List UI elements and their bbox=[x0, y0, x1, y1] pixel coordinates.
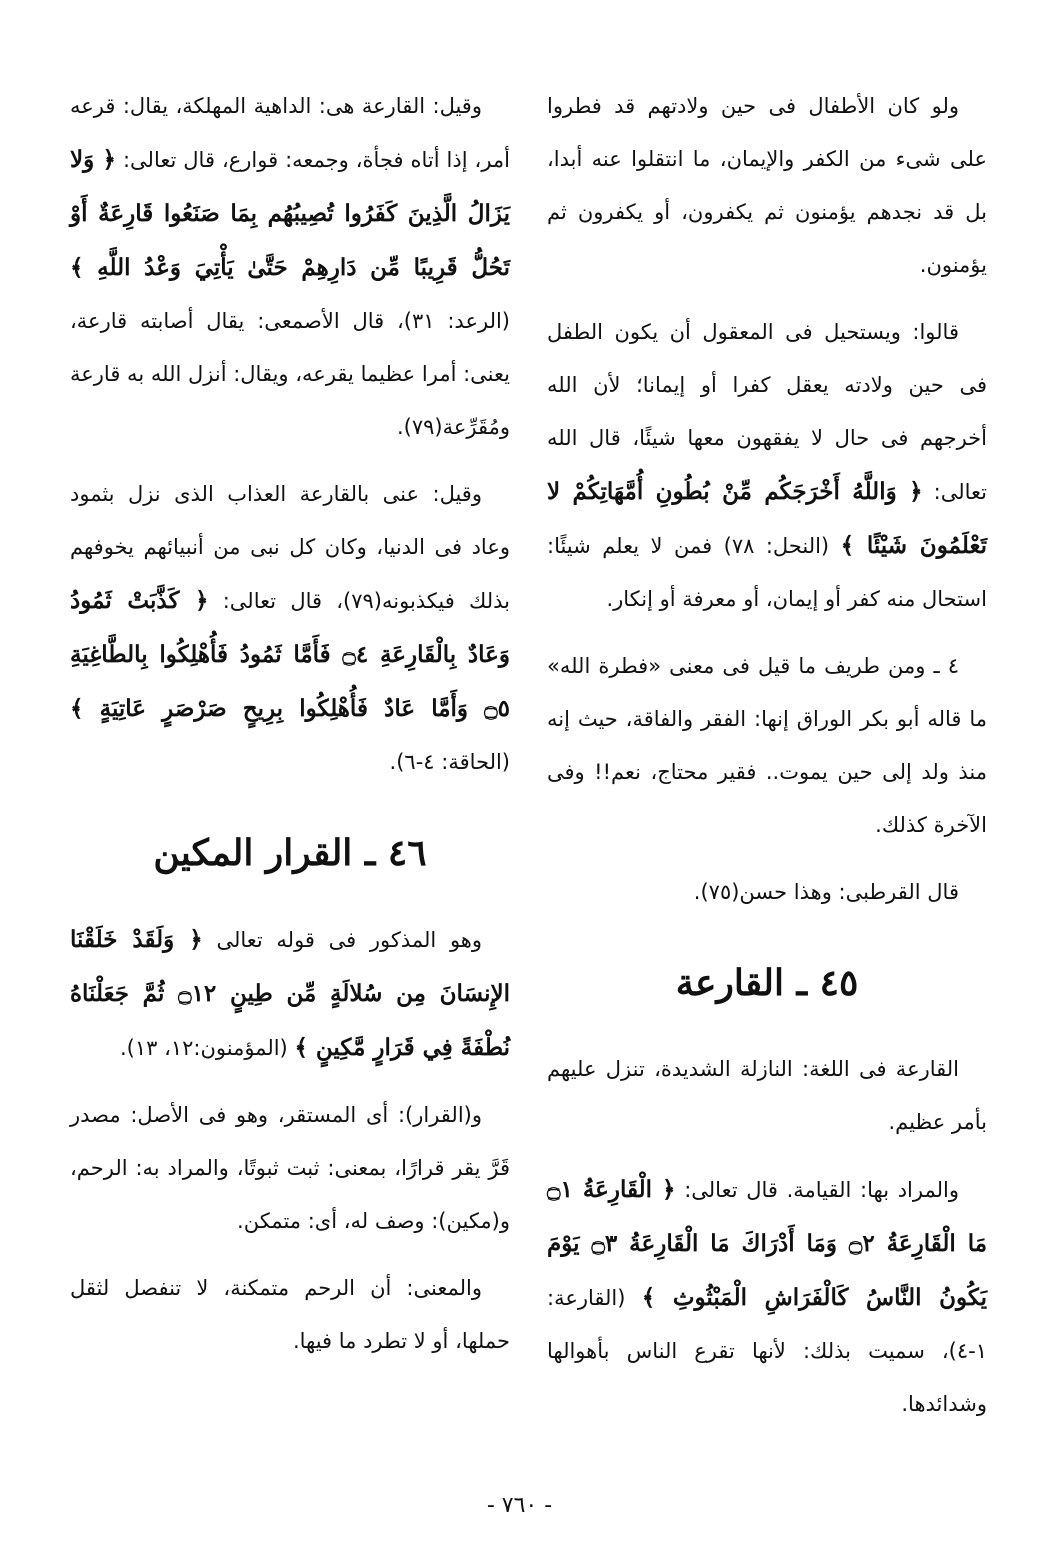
quran-verse: ﴿ وَاللَّهُ أَخْرَجَكُم مِّنْ بُطُونِ أُمَّهَاتِكُمْ لا تَعْلَمُونَ شَيْئًا ﴾ bbox=[547, 478, 987, 559]
paragraph-text: (الرعد: ٣١)، قال الأصمعى: يقال أصابته قارعة، يعنى: أمرا عظيما يقرعه، ويقال: أنزل الله به قارعة ومُقَرِّعة(٧٩). bbox=[70, 309, 510, 439]
paragraph: ولو كان الأطفال فى حين ولادتهم قد فطروا على شىء من الكفر والإيمان، ما انتقلوا عنه أبدا، بل قد نجدهم يؤمنون ثم يكفرون، أو يكفرون ثم يؤمنون. bbox=[547, 94, 987, 277]
quran-verse: ﴿ وَلا يَزَالُ الَّذِينَ كَفَرُوا تُصِيبُهُم بِمَا صَنَعُوا قَارِعَةٌ أَوْ تَحُلُّ قَرِيبًا مِّن دَارِهِمْ حَتَّىٰ يَأْتِيَ وَعْدُ اللَّهِ ﴾ bbox=[70, 146, 510, 281]
paragraph-text: (المؤمنون:١٢، ١٣). bbox=[119, 1036, 295, 1060]
paragraph-text: والمراد بها: القيامة. قال تعالى: bbox=[675, 1178, 959, 1202]
quran-verse: ﴿ وَلَقَدْ خَلَقْنَا الإِنسَانَ مِن سُلالَةٍ مِّن طِينٍ ۝١٢ ثُمَّ جَعَلْنَاهُ نُطْفَةً فِي قَرَارٍ مَّكِينٍ ﴾ bbox=[70, 926, 510, 1061]
page-number: - ٧٦٠ - bbox=[486, 1493, 553, 1518]
paragraph-text: وقيل: عنى بالقارعة العذاب الذى نزل بثمود وعاد فى الدنيا، وكان كل نبى من أنبيائهم يخوفهم بذلك فيكذبونه(٧٩)، قال تعالى: bbox=[70, 482, 510, 613]
section-heading: ٤٦ ـ القرار المكين bbox=[153, 832, 427, 874]
paragraph: و(القرار): أى المستقر، وهو فى الأصل: مصدر قَرَّ يقر قرارًا، بمعنى: ثبت ثبوتًا، والمراد به: الرحم، و(مكين): وصف له، أى: متمكن. bbox=[70, 1103, 510, 1233]
paragraph-text: قالوا: ويستحيل فى المعقول أن يكون الطفل فى حين ولادته يعقل كفرا أو إيمانا؛ لأن الله أخرجهم فى حال لا يفقهون معها شيئًا، قال الله تعالى: bbox=[547, 320, 987, 504]
paragraph: قال القرطبى: وهذا حسن(٧٥). bbox=[693, 880, 959, 904]
paragraph bbox=[70, 80, 510, 454]
paragraph: والمعنى: أن الرحم متمكنة، لا تنفصل لثقل حملها، أو لا تطرد ما فيها. bbox=[70, 1276, 510, 1353]
paragraph: القارعة فى اللغة: النازلة الشديدة، تنزل عليهم بأمر عظيم. bbox=[547, 1057, 987, 1134]
paragraph bbox=[70, 913, 510, 1075]
paragraph-text: وقيل: القارعة هى: الداهية المهلكة، يقال: قرعه أمر، إذا أتاه فجأة، وجمعه: قوارع، قال تعالى: bbox=[70, 94, 510, 172]
paragraph bbox=[547, 1163, 987, 1431]
paragraph bbox=[70, 468, 510, 789]
left-column bbox=[70, 80, 510, 1382]
section-heading: ٤٥ ـ القارعة bbox=[675, 962, 859, 1004]
paragraph: ٤ ـ ومن طريف ما قيل فى معنى «فطرة الله» ما قاله أبو بكر الوراق إنها: الفقر والفاقة، حيث إنه منذ ولد إلى حين يموت.. فقير محتاج، نعم!! وفى الآخرة كذلك. bbox=[547, 654, 987, 837]
quran-verse: ﴿ كَذَّبَتْ ثَمُودُ وَعَادٌ بِالْقَارِعَةِ ۝٤ فَأَمَّا ثَمُودُ فَأُهْلِكُوا بِالطَّاغِيَةِ ۝٥ وَأَمَّا عَادٌ فَأُهْلِكُوا بِرِيحٍ صَرْصَرٍ عَاتِيَةٍ ﴾ bbox=[70, 587, 510, 722]
paragraph-text: (الحاقة: ٤-٦). bbox=[389, 750, 510, 774]
paragraph-text: وهو المذكور فى قوله تعالى bbox=[202, 928, 483, 952]
right-column bbox=[547, 80, 987, 1445]
paragraph-text: (النحل: ٧٨) فمن لا يعلم شيئًا: استحال منه كفر أو إيمان، أو معرفة أو إنكار. bbox=[547, 534, 987, 611]
paragraph-text: (القارعة: ١-٤)، سميت بذلك: لأنها تقرع الناس بأهوالها وشدائدها. bbox=[547, 1286, 987, 1416]
paragraph bbox=[547, 306, 987, 626]
quran-verse: ﴿ الْقَارِعَةُ ۝١ مَا الْقَارِعَةُ ۝٢ وَمَا أَدْرَاكَ مَا الْقَارِعَةُ ۝٣ يَوْمَ يَكُونُ النَّاسُ كَالْفَرَاشِ الْمَبْثُوثِ ﴾ bbox=[547, 1176, 988, 1311]
